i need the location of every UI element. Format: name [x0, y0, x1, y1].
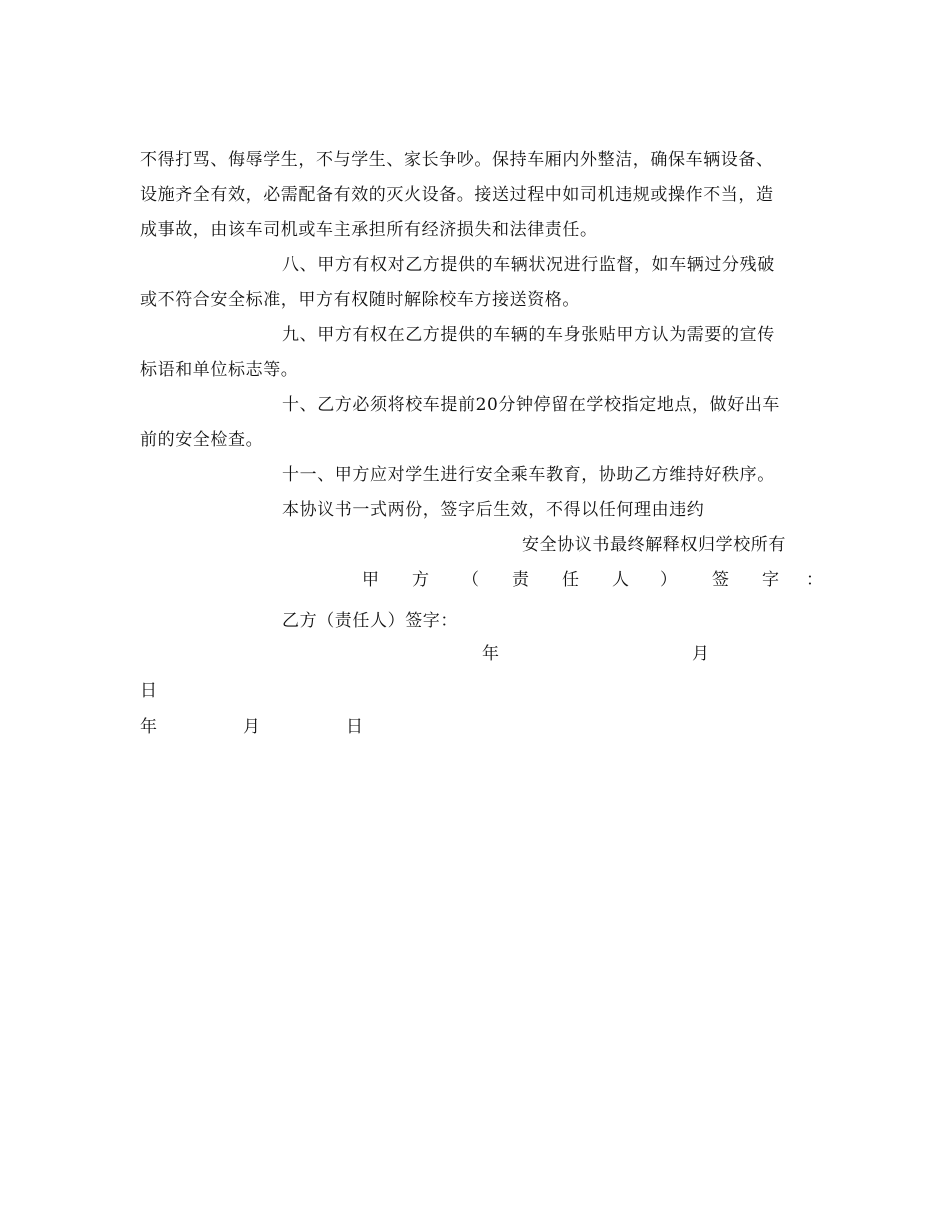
sign-char: 字 [762, 570, 779, 590]
clause-eight: 八、甲方有权对乙方提供的车辆状况进行监督，如车辆过分残破 [282, 255, 775, 275]
sign-char: 甲 [362, 570, 379, 590]
paragraph-line: 前的安全检查。 [140, 430, 264, 450]
date-a-year: 年 [482, 644, 499, 664]
paragraph-line: 标语和单位标志等。 [140, 360, 299, 380]
sign-char: ： [806, 570, 823, 590]
sign-char: 人 [612, 570, 629, 590]
interpretation-right: 安全协议书最终解释权归学校所有 [522, 535, 786, 555]
date-b-month: 月 [243, 717, 260, 737]
sign-char: （ [462, 570, 479, 590]
date-b-day: 日 [346, 717, 363, 737]
paragraph-line: 不得打骂、侮辱学生，不与学生、家长争吵。保持车厢内外整洁，确保车辆设备、 [140, 150, 774, 170]
sign-char: 签 [712, 570, 729, 590]
sign-char: ） [660, 570, 677, 590]
date-b-year: 年 [140, 717, 157, 737]
clause-eleven: 十一、甲方应对学生进行安全乘车教育，协助乙方维持好秩序。 [282, 465, 775, 485]
sign-char: 责 [512, 570, 529, 590]
sign-char: 任 [562, 570, 579, 590]
clause-ten: 十、乙方必须将校车提前20分钟停留在学校指定地点，做好出车 [282, 395, 781, 415]
paragraph-line: 成事故，由该车司机或车主承担所有经济损失和法律责任。 [140, 220, 598, 240]
party-b-signature-line: 乙方（责任人）签字： [282, 611, 458, 631]
sign-char: 方 [412, 570, 429, 590]
clause-nine: 九、甲方有权在乙方提供的车辆的车身张贴甲方认为需要的宣传 [282, 325, 775, 345]
agreement-validity: 本协议书一式两份，签字后生效，不得以任何理由违约 [282, 500, 705, 520]
paragraph-line: 设施齐全有效，必需配备有效的灭火设备。接送过程中如司机违规或操作不当，造 [140, 185, 774, 205]
date-a-month: 月 [692, 644, 709, 664]
date-a-day: 日 [140, 681, 157, 701]
paragraph-line: 或不符合安全标准，甲方有权随时解除校车方接送资格。 [140, 290, 580, 310]
